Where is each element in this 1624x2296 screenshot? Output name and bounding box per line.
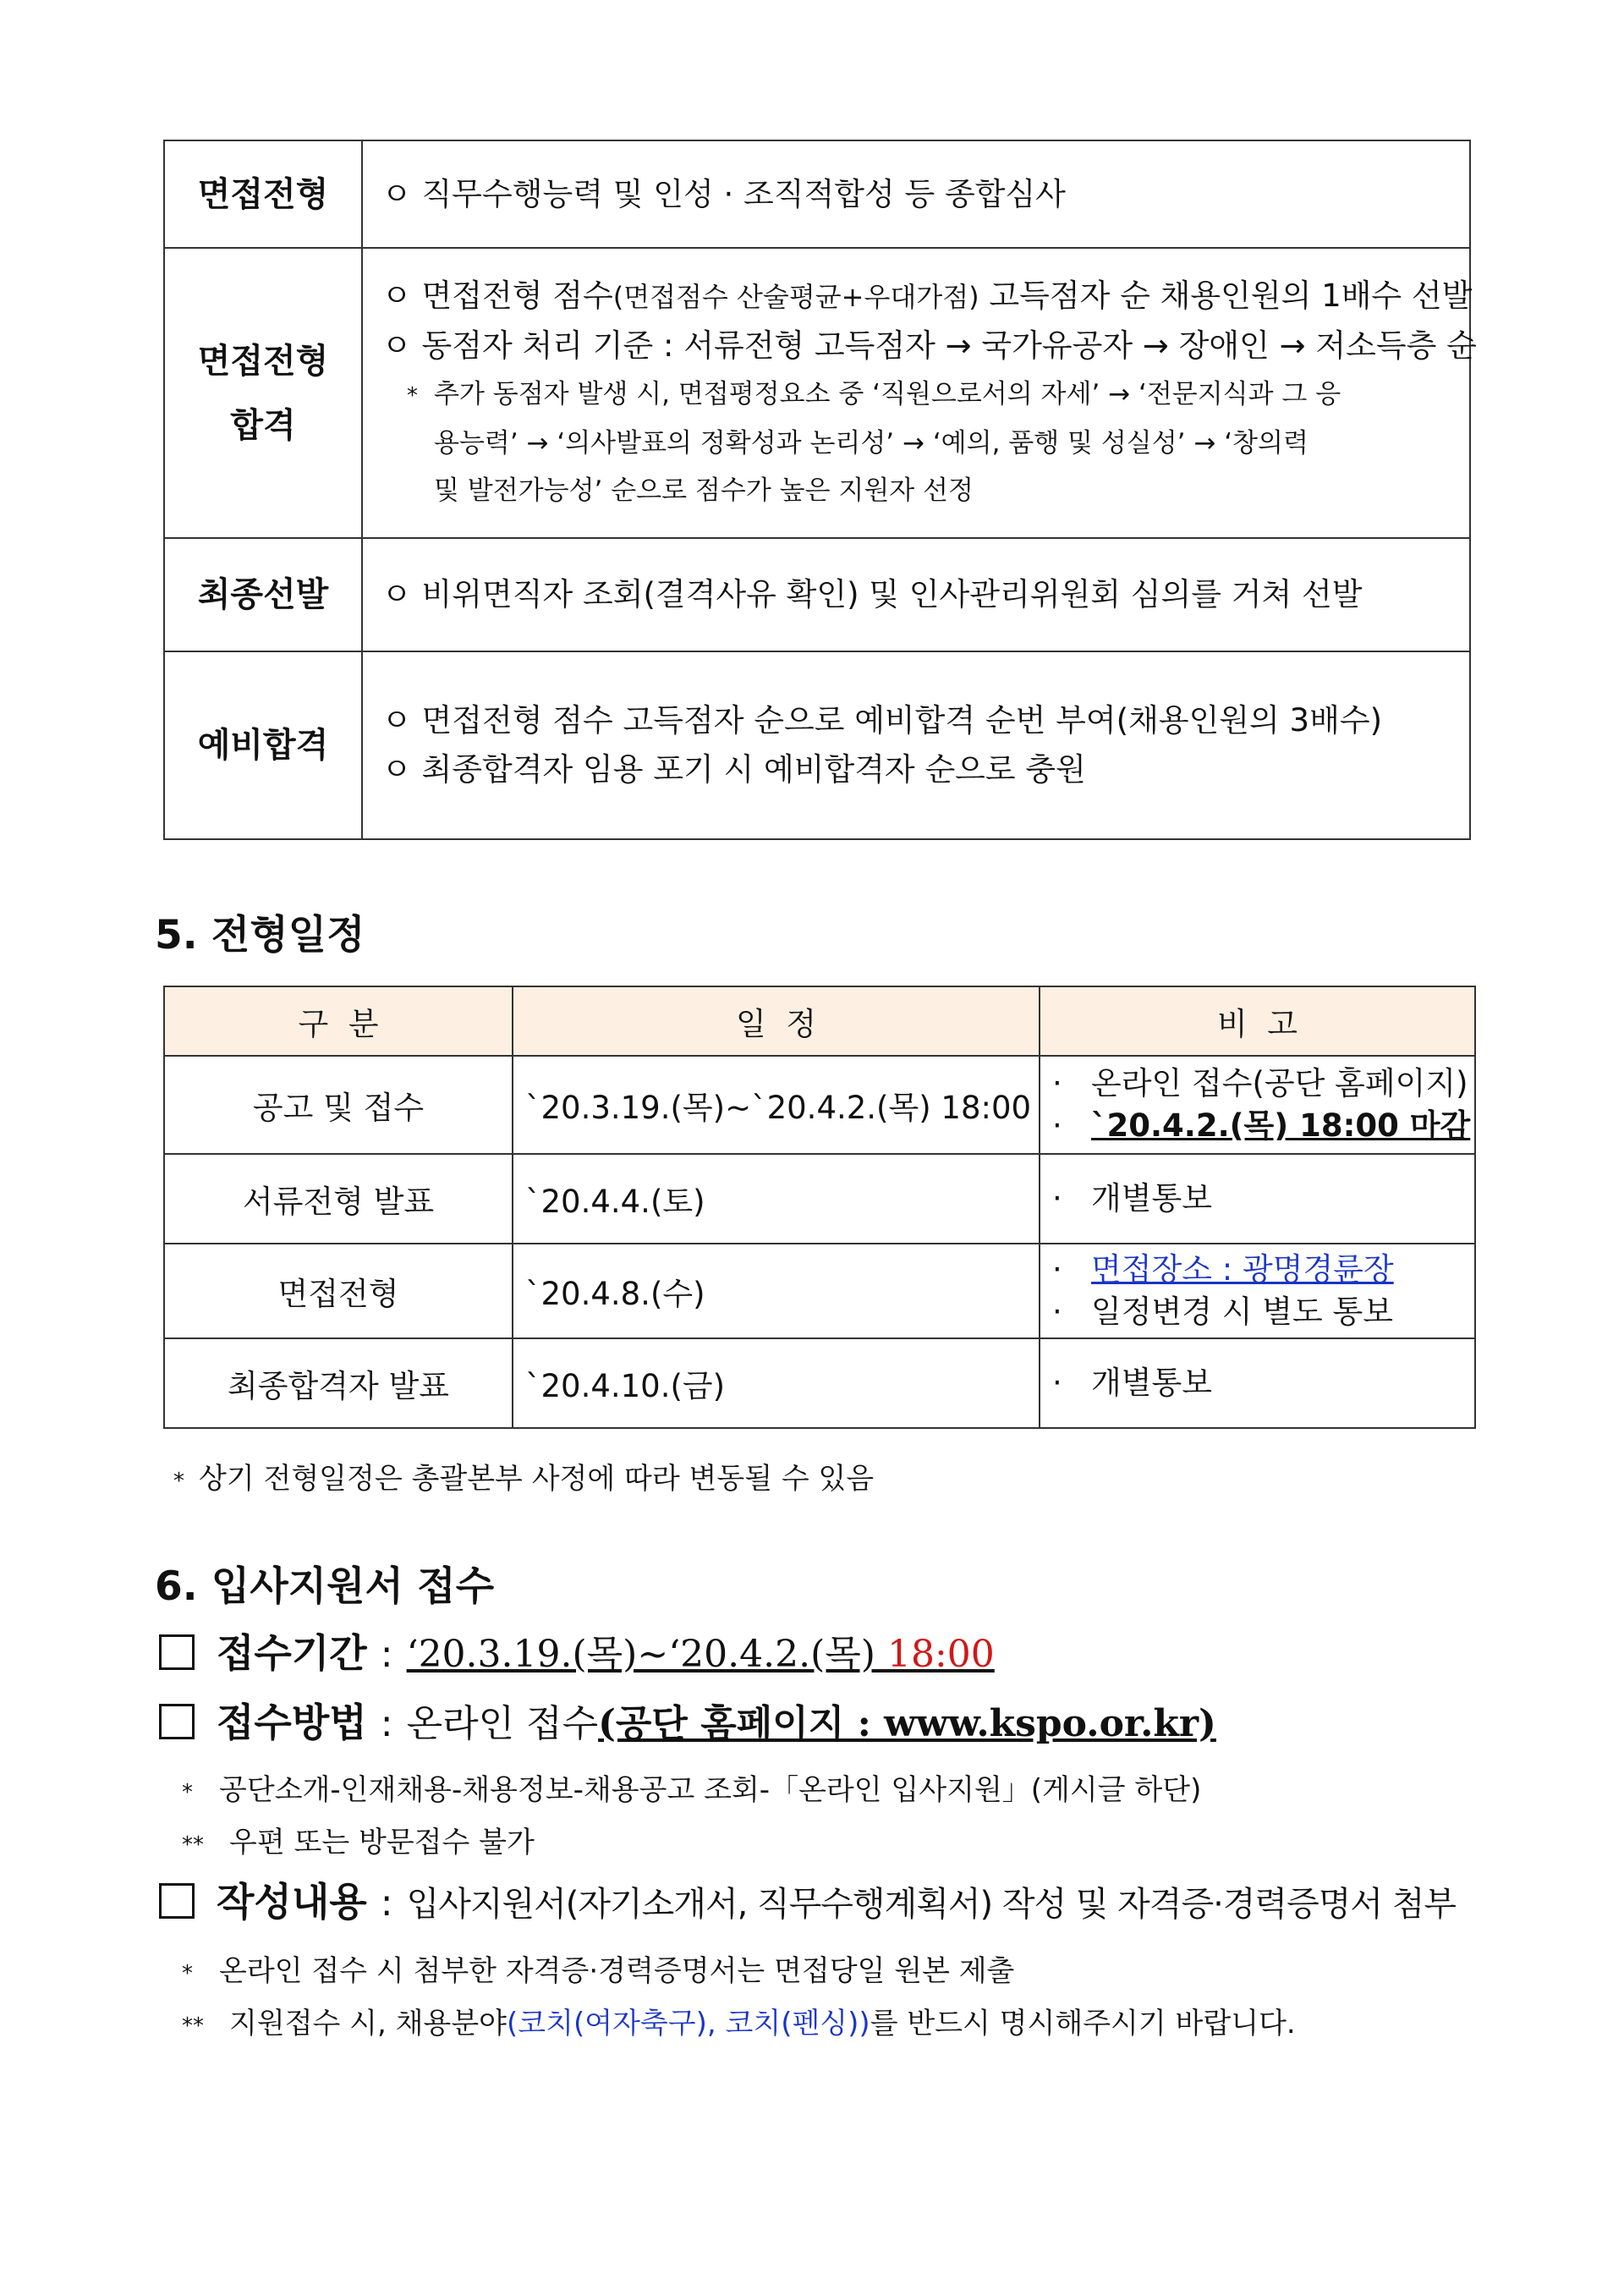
asterisk: * bbox=[173, 1469, 184, 1494]
row-content bbox=[362, 651, 1470, 839]
line-text: 고득점자 순 채용인원의 1배수 선발 bbox=[989, 277, 1473, 314]
bullet: · bbox=[1052, 1294, 1062, 1330]
cell-category: 공고 및 접수 bbox=[164, 1056, 513, 1154]
field-names: (코치(여자축구), 코치(펜싱)) bbox=[507, 2007, 870, 2041]
cell-remark bbox=[1040, 1056, 1475, 1154]
remark-line bbox=[1052, 1291, 1473, 1333]
cell-schedule: `20.4.4.(토) bbox=[513, 1154, 1040, 1244]
note-line: 및 발전가능성’ 순으로 점수가 높은 지원자 선정 bbox=[434, 475, 974, 506]
asterisk: * bbox=[407, 383, 418, 409]
asterisk: * bbox=[182, 1780, 193, 1805]
table-row bbox=[164, 651, 1470, 839]
cell-category: 최종합격자 발표 bbox=[164, 1338, 513, 1428]
item-colon: : bbox=[380, 1702, 393, 1745]
content-value: 입사지원서(자기소개서, 직무수행계획서) 작성 및 자격증·경력증명서 첨부 bbox=[406, 1885, 1456, 1924]
remark-text: 일정변경 시 별도 통보 bbox=[1091, 1294, 1393, 1330]
bullet: · bbox=[1052, 1180, 1062, 1217]
period-value bbox=[407, 1633, 995, 1676]
venue-link[interactable]: 면접장소 : 광명경륜장 bbox=[1091, 1251, 1394, 1288]
content-line: ㅇ 비위면직자 조회(결격사유 확인) 및 인사관리위원회 심의를 거쳐 선발 bbox=[381, 576, 1363, 612]
note-text: 온라인 접수 시 첨부한 자격증·경력증명서는 면접당일 원본 제출 bbox=[219, 1954, 1015, 1988]
row-label-interview-pass bbox=[164, 248, 362, 538]
note-text: 공단소개-인재채용-채용정보-채용공고 조회-「온라인 입사지원」(게시글 하단) bbox=[219, 1773, 1202, 1807]
label-line: 면접전형 bbox=[197, 341, 329, 381]
note-text: 추가 동점자 발생 시, 면접평정요소 중 ‘직원으로서의 자세’ → ‘전문지식과 그 응 bbox=[434, 379, 1341, 409]
label-line: 합격 bbox=[230, 405, 296, 445]
bullet: · bbox=[1052, 1065, 1062, 1101]
table-row bbox=[164, 140, 1470, 248]
deadline-text: `20.4.2.(목) 18:00 마감 bbox=[1091, 1107, 1471, 1144]
note-text: 를 반드시 명시해주시기 바랍니다. bbox=[870, 2007, 1296, 2041]
asterisk: ** bbox=[182, 1832, 204, 1858]
remark-line bbox=[1052, 1105, 1473, 1147]
remark-text: 개별통보 bbox=[1091, 1365, 1212, 1401]
remark-line bbox=[1052, 1178, 1473, 1220]
method-value: 온라인 접수 bbox=[406, 1702, 599, 1745]
cell-remark bbox=[1040, 1154, 1475, 1244]
table-row bbox=[164, 1338, 1475, 1428]
checkbox-square-icon bbox=[159, 1634, 195, 1670]
item-key: 접수기간 bbox=[217, 1630, 367, 1676]
content-line: ㅇ 최종합격자 임용 포기 시 예비합격자 순으로 충원 bbox=[381, 751, 1086, 788]
bullet: · bbox=[1052, 1107, 1062, 1144]
section-6-heading: 6. 입사지원서 접수 bbox=[155, 1563, 495, 1610]
content-line: ㅇ 동점자 처리 기준 : 서류전형 고득점자 → 국가유공자 → 장애인 → 저소득층 순 bbox=[381, 327, 1477, 364]
content-line: ㅇ 면접전형 점수 고득점자 순으로 예비합격 순번 부여(채용인원의 3배수) bbox=[381, 702, 1383, 739]
item-colon: : bbox=[380, 1881, 393, 1925]
remark-line bbox=[1052, 1249, 1473, 1291]
table-row bbox=[164, 1154, 1475, 1244]
remark-text: 개별통보 bbox=[1091, 1180, 1212, 1217]
cell-schedule: `20.4.8.(수) bbox=[513, 1244, 1040, 1338]
row-label-interview: 면접전형 bbox=[164, 140, 362, 248]
content-line: ㅇ 직무수행능력 및 인성 · 조직적합성 등 종합심사 bbox=[381, 175, 1066, 212]
schedule-table bbox=[163, 986, 1476, 1429]
method-item bbox=[159, 1692, 1216, 1748]
cell-schedule: `20.3.19.(목)~`20.4.2.(목) 18:00 bbox=[513, 1056, 1040, 1154]
table-row bbox=[164, 1244, 1475, 1338]
row-content bbox=[362, 248, 1477, 538]
selection-process-table bbox=[163, 140, 1477, 840]
bullet: · bbox=[1052, 1251, 1062, 1288]
table-row bbox=[164, 248, 1470, 538]
cell-schedule: `20.4.10.(금) bbox=[513, 1338, 1040, 1428]
note-text: 상기 전형일정은 총괄본부 사정에 따라 변동될 수 있음 bbox=[199, 1462, 875, 1496]
bullet: · bbox=[1052, 1365, 1062, 1401]
method-note bbox=[182, 1819, 535, 1860]
note-text: 우편 또는 방문접수 불가 bbox=[229, 1826, 535, 1859]
cell-remark bbox=[1040, 1244, 1475, 1338]
section-5-heading: 5. 전형일정 bbox=[155, 912, 365, 958]
remark-line bbox=[1052, 1063, 1473, 1105]
cell-category: 서류전형 발표 bbox=[164, 1154, 513, 1244]
remark-text: 온라인 접수(공단 홈페이지) bbox=[1091, 1065, 1468, 1101]
checkbox-square-icon bbox=[159, 1704, 195, 1739]
note-line: 용능력’ → ‘의사발표의 정확성과 논리성’ → ‘예의, 품행 및 성실성’ → ‘창의력 bbox=[434, 428, 1309, 459]
cell-remark bbox=[1040, 1338, 1475, 1428]
period-item bbox=[159, 1623, 995, 1678]
line-text: ㅇ 면접전형 점수 bbox=[381, 277, 613, 314]
row-label-reserve: 예비합격 bbox=[164, 651, 362, 839]
content-note bbox=[182, 2000, 1296, 2041]
period-dates: ‘20.3.19.(목)∼‘20.4.2.(목) bbox=[406, 1633, 875, 1676]
table-row bbox=[164, 538, 1470, 651]
checkbox-square-icon bbox=[159, 1883, 195, 1919]
method-note bbox=[182, 1766, 1201, 1808]
header-remark: 비 고 bbox=[1040, 986, 1475, 1056]
row-content bbox=[362, 140, 1470, 248]
table-row bbox=[164, 1056, 1475, 1154]
schedule-note bbox=[173, 1455, 874, 1497]
item-colon: : bbox=[380, 1633, 393, 1676]
line-paren: (면접점수 산술평균+우대가점) bbox=[612, 281, 979, 313]
asterisk: * bbox=[182, 1961, 193, 1986]
note-text: 지원접수 시, 채용분야 bbox=[229, 2007, 508, 2041]
header-schedule: 일 정 bbox=[513, 986, 1040, 1056]
period-time: 18:00 bbox=[886, 1633, 995, 1676]
homepage-link[interactable]: (공단 홈페이지 : www.kspo.or.kr) bbox=[598, 1702, 1216, 1745]
header-category: 구 분 bbox=[164, 986, 513, 1056]
table-header-row bbox=[164, 986, 1475, 1056]
content-item bbox=[159, 1871, 1456, 1927]
cell-category: 면접전형 bbox=[164, 1244, 513, 1338]
row-content bbox=[362, 538, 1470, 651]
content-line bbox=[381, 272, 1473, 321]
note-line bbox=[381, 371, 1451, 420]
item-key: 접수방법 bbox=[217, 1700, 367, 1745]
content-note bbox=[182, 1947, 1014, 1989]
item-key: 작성내용 bbox=[217, 1879, 367, 1925]
remark-line bbox=[1052, 1362, 1473, 1404]
asterisk: ** bbox=[182, 2013, 204, 2039]
row-label-final: 최종선발 bbox=[164, 538, 362, 651]
